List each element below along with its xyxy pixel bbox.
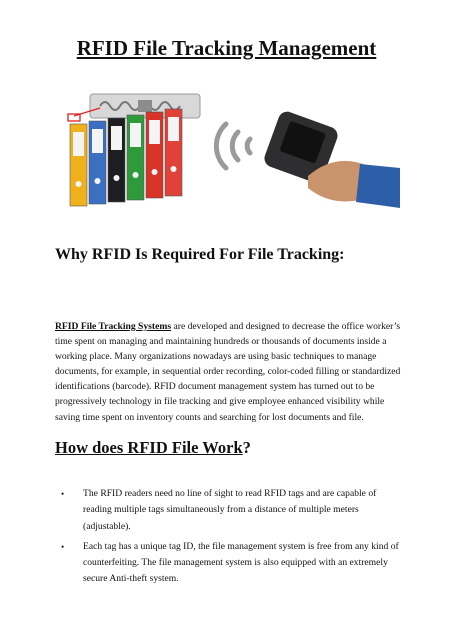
- binder-label-icon: [149, 120, 160, 144]
- bullet-icon: •: [61, 541, 65, 552]
- binder-ring-icon: [171, 166, 177, 172]
- list-item-text: The RFID readers need no line of sight to read RFID tags and are capable of reading multiple tags simultaneously from a distance of multiple meters (adjustable).: [83, 488, 377, 532]
- list-item-text: Each tag has a unique tag ID, the file management system is free from any kind of counterfeiting. The file management system is also equipped with an extremely secure Anti-theft system.: [83, 540, 399, 585]
- lead-link[interactable]: RFID File Tracking Systems: [55, 321, 172, 332]
- binder-label-icon: [73, 132, 84, 156]
- binder-label-icon: [92, 129, 103, 153]
- section-heading-how: [55, 438, 251, 458]
- heading-suffix: ?: [242, 438, 251, 457]
- heading-underlined-text: How does RFID File Work: [55, 438, 243, 457]
- binder-label-icon: [168, 117, 179, 141]
- binder-label-icon: [130, 123, 141, 147]
- list-item: [55, 539, 405, 588]
- list-item: [55, 486, 405, 535]
- page-title: RFID File Tracking Management: [76, 36, 377, 60]
- binder-label-icon: [111, 126, 122, 150]
- body-text: are developed and designed to decrease the office worker’s time spent on managing and maintaining hundreds or thousands of documents inside a working place. Many organizations nowadays are using basic techniques to manage documents, for example, in sequential order recording, color-coded filling or standardized identifications (barcode). RFID document management system has turned out to be progressively technology in file tracking and give employee enhanced visibility while saving time spent on inventory counts and searching for lost documents and file.: [55, 321, 401, 423]
- binder-ring-icon: [76, 181, 82, 187]
- binder-row: [70, 109, 182, 206]
- handheld-reader-icon: [262, 109, 400, 208]
- signal-waves-icon: [216, 124, 250, 168]
- bullet-icon: •: [61, 489, 65, 499]
- binder-ring-icon: [152, 169, 158, 175]
- binder-ring-icon: [95, 178, 101, 184]
- binder-ring-icon: [133, 172, 139, 178]
- body-paragraph: [55, 319, 403, 425]
- section-heading-why: Why RFID Is Required For File Tracking:: [55, 246, 345, 263]
- rfid-illustration: [60, 86, 400, 210]
- bullet-list: [55, 486, 405, 592]
- binder-ring-icon: [114, 175, 120, 181]
